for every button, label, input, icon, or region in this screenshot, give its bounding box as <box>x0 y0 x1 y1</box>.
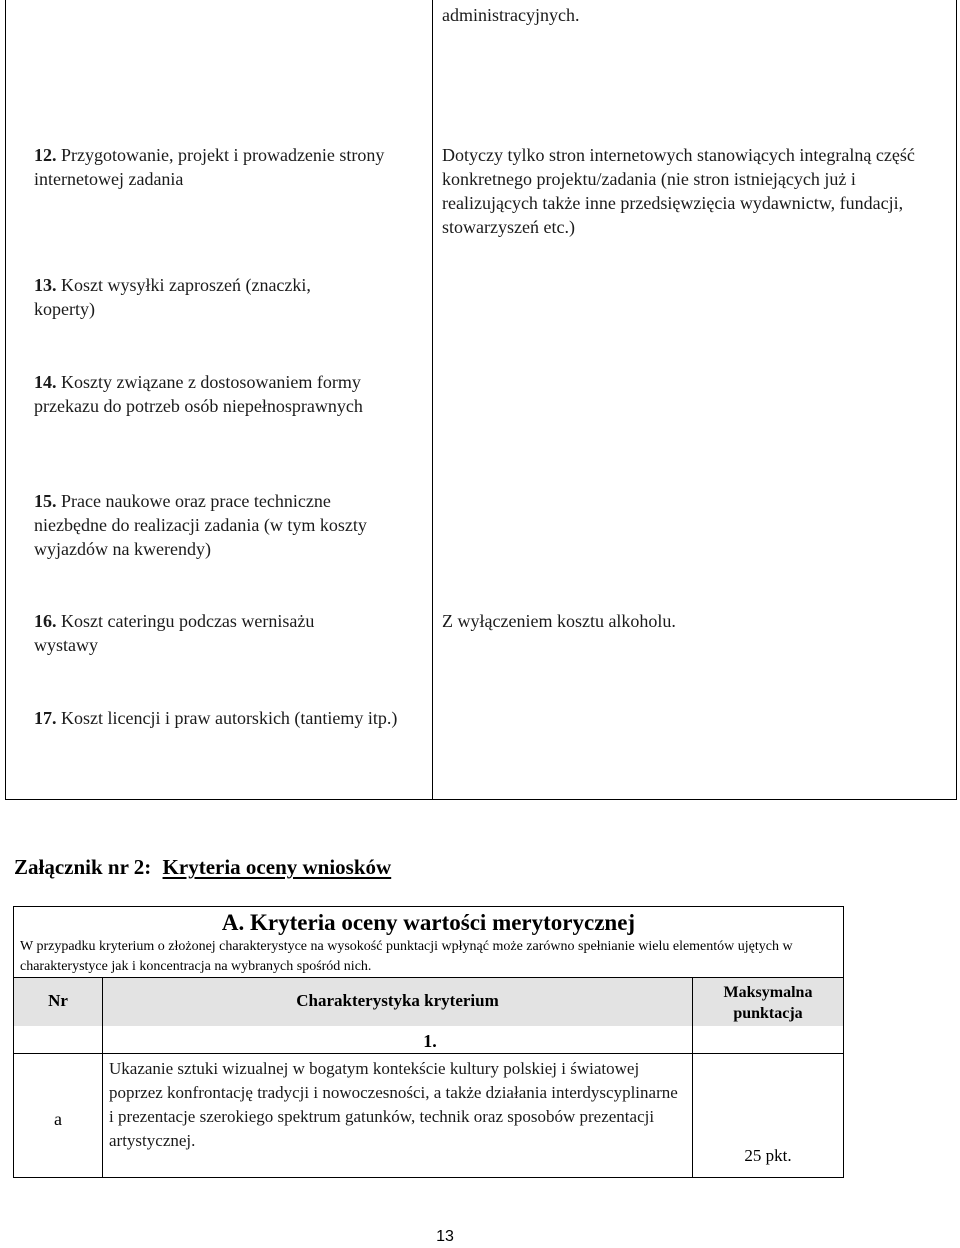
row-number: 16. <box>34 611 57 631</box>
table-row <box>34 489 399 561</box>
column-characteristic-header: Charakterystyka kryterium <box>296 991 499 1010</box>
row-number: 15. <box>34 491 57 511</box>
annex-heading <box>14 854 391 880</box>
row-label: Koszty związane z dostosowaniem formy przekazu do potrzeb osób niepełnosprawnych <box>34 372 363 416</box>
section-number: 1. <box>423 1031 437 1051</box>
column-nr-header: Nr <box>48 991 68 1010</box>
page-number: 13 <box>436 1228 454 1245</box>
table-row <box>34 370 414 418</box>
criteria-intro: W przypadku kryterium o złożonej charakterystyce na wysokość punktacji wpłynąć może zarówno spełnianie wielu elementów ujętych w charakterystyce jak i koncentracja na wybranych spośród nich. <box>20 939 793 974</box>
table-row <box>34 143 419 191</box>
table-border-right <box>956 0 957 800</box>
table-row <box>34 609 369 657</box>
row-label: Koszt cateringu podczas wernisażu wystawy <box>34 611 315 655</box>
table-column-divider <box>432 0 433 800</box>
column-max-points-header: Maksymalna punktacja <box>723 984 813 1022</box>
criterion-letter: a <box>54 1109 62 1129</box>
criteria-divider-1 <box>102 977 103 1178</box>
row-number: 12. <box>34 145 57 165</box>
row-number: 17. <box>34 708 57 728</box>
criterion-description: Ukazanie sztuki wizualnej w bogatym kontekście kultury polskiej i światowej poprzez konfrontację tradycji i nowoczesności, a także działania interdyscyplinarne i prezentacje szerokiego spektrum gatunków, technik oraz sposobów prezentacji artystycznej. <box>109 1059 678 1150</box>
criteria-border-top <box>13 906 844 907</box>
annex-prefix: Załącznik nr 2: <box>14 855 152 879</box>
continuation-text: administracyjnych. <box>442 5 580 25</box>
criteria-heading: A. Kryteria oceny wartości merytorycznej <box>221 910 636 935</box>
row-note: Dotyczy tylko stron internetowych stanowiących integralną część konkretnego projektu/zadania (nie stron istniejących już i realizujących także inne przedsięwzięcia wydawnictw, fundacji, stowarzyszeń etc.) <box>442 145 915 237</box>
criteria-border-right <box>843 906 844 1178</box>
criteria-border-bottom <box>13 1177 844 1178</box>
row-note: Z wyłączeniem kosztu alkoholu. <box>442 611 676 631</box>
table-border-left <box>5 0 6 800</box>
criteria-border-left <box>13 906 14 1178</box>
row-label: Przygotowanie, projekt i prowadzenie strony internetowej zadania <box>34 145 385 189</box>
annex-title: Kryteria oceny wniosków <box>162 855 392 879</box>
table-row <box>34 273 374 321</box>
row-label: Koszt licencji i praw autorskich (tantiemy itp.) <box>61 708 398 728</box>
row-a-top-line <box>13 1053 844 1054</box>
row-label: Koszt wysyłki zaproszeń (znaczki, koperty) <box>34 275 311 319</box>
criterion-points: 25 pkt. <box>744 1146 792 1165</box>
table-border-bottom <box>5 799 957 800</box>
table-row <box>34 706 424 730</box>
row-number: 14. <box>34 372 57 392</box>
row-label: Prace naukowe oraz prace techniczne niezbędne do realizacji zadania (w tym koszty wyjazdów na kwerendy) <box>34 491 367 559</box>
row-number: 13. <box>34 275 57 295</box>
